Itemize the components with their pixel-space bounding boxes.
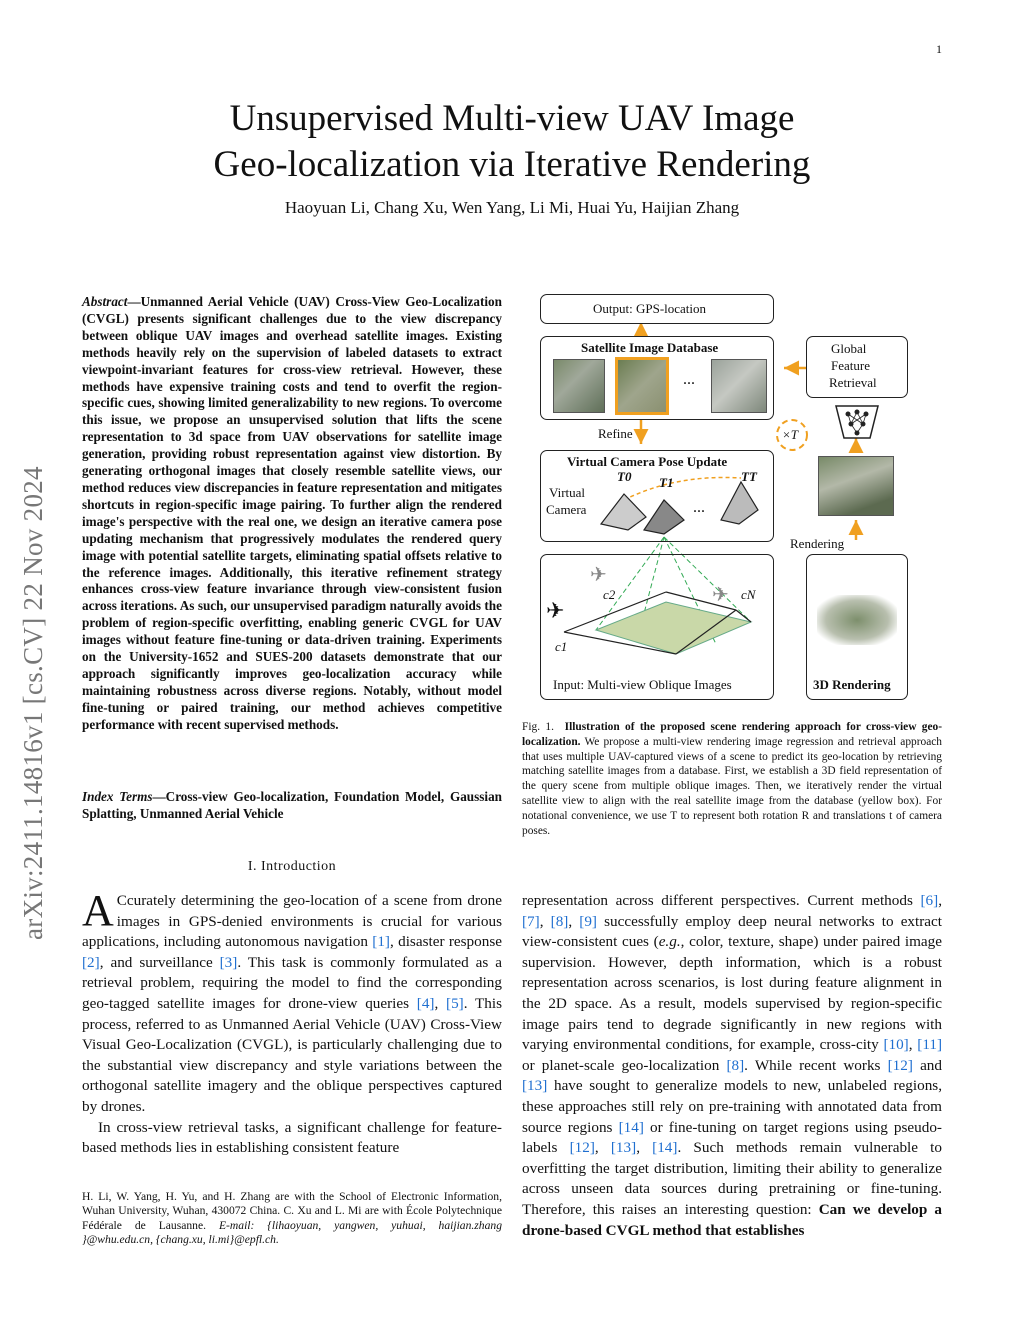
- figure-caption: [522, 720, 942, 838]
- citation-link[interactable]: [8]: [726, 1056, 745, 1074]
- citation-link[interactable]: [9]: [579, 912, 597, 930]
- intro-column-2: [522, 891, 942, 1241]
- global-retrieval-box: [806, 336, 908, 398]
- drone-icon-c2: ✈: [590, 564, 607, 586]
- virtual-label-1: Virtual: [549, 485, 586, 500]
- footnote-email: E-mail: {lihaoyuan, yangwen, yuhuai, haijian.zhang }@whu.edu.cn, {chang.xu, li.mi}@epfl.ch.: [82, 1218, 502, 1246]
- 3d-rendering-box: [806, 554, 908, 700]
- footnote: [82, 1190, 502, 1247]
- text-run: representation across different perspectives. Current methods: [522, 892, 921, 909]
- iteration-label: ×T: [782, 427, 799, 442]
- arxiv-stamp: arXiv:2411.14816v1 [cs.CV] 22 Nov 2024: [18, 466, 48, 940]
- network-icon: [834, 404, 880, 440]
- text-run: . This task is commonly formulated as a retrieval problem, requiring the model to find the corresponding geo-tagged satellite images for drone-view queries: [82, 953, 502, 1012]
- section-heading: I. Introduction: [247, 859, 337, 874]
- citation-link[interactable]: [12]: [887, 1056, 913, 1074]
- citation-link[interactable]: [1]: [372, 933, 390, 951]
- caption-text: We propose a multi-view rendering image regression and retrieval approach that uses multiple UAV-captured views of a scene to predict its geo-location by retrieving matching satellite images from a database. First, we establish a 3D field representation of the query scene from multiple oblique images. Then, we iteratively render the virtual satellite view to align with the real satellite image from the database (yellow box). For notational convenience, we use T to represent both rotation R and translations t of camera poses.: [522, 735, 942, 837]
- 3d-rendering-label: 3D Rendering: [813, 677, 891, 692]
- text-run: and: [912, 1056, 942, 1074]
- citation-link[interactable]: [8]: [550, 912, 569, 930]
- text-run: , disaster response: [389, 933, 502, 951]
- citation-link[interactable]: [2]: [82, 953, 100, 971]
- drone-icon-c1: ✈: [546, 598, 565, 623]
- intro-paragraph-2: In cross-view retrieval tasks, a significant challenge for feature-based methods lies in establishing consistent feature: [82, 1118, 502, 1157]
- citation-link[interactable]: [10]: [883, 1036, 909, 1054]
- drone-label-cN: cN: [741, 587, 756, 602]
- title-line-1: Unsupervised Multi-view UAV Image: [229, 98, 795, 139]
- pose-update-label: Virtual Camera Pose Update: [567, 454, 728, 469]
- citation-link[interactable]: [14]: [618, 1118, 644, 1136]
- drone-label-c2: c2: [603, 587, 616, 602]
- abstract-text: —Unmanned Aerial Vehicle (UAV) Cross-View Geo-Localization (CVGL) presents significant challenges due to the view discrepancy between oblique UAV images and overhead satellite images. Existing methods heavily rely on the supervision of labeled datasets to extract viewpoint-invariant features for cross-view retrieval. However, these methods have expensive training costs and tend to overfit the region-specific cues, showing limited generalizability to new regions. To overcome this issue, we propose an unsupervised solution that lifts the scene representation to 3d space from UAV observations for satellite image generation, providing robust representation against view distortion. By generating orthogonal images that closely resemble satellite views, our method reduces view discrepancies in feature representation and mitigates shortcuts in region-specific image pairing. To further align the rendered image's perspective with the real one, we design an iterative camera pose updating mechanism that progressively modulates the rendered query image with potential satellite targets, eliminating spatial offsets relative to the reference images. Additionally, this iterative refinement strategy enhances cross-view feature invariance through view-consistent fusion across iterations. As such, our unsupervised paradigm naturally avoids the problem of region-specific overfitting, enabling generic CVGL for UAV images without feature fine-tuning or data-driven training. Experiments on the University-1652 and SUES-200 datasets demonstrate that our approach significantly improves geo-localization accuracy while maintaining robustness across diverse regions. Notably, without model fine-tuning or paired training, our method achieves competitive performance with recent supervised methods.: [82, 294, 502, 732]
- text-run: , color, texture, shape) under paired image supervision. However, depth information, which is a robust representation across scenarios, is lost during feature alignment in the 2D space. As a result, models supervised by region-specific image pairs tend to degrade significantly in new regions with varying environmental conditions, for example, cross-city: [522, 933, 942, 1054]
- text-run-bold: Can we develop a drone-based CVGL method that establishes: [522, 1200, 943, 1239]
- pose-tT: TT: [741, 469, 757, 484]
- caption-label: Fig. 1.: [522, 721, 554, 733]
- pose-ellipsis: ...: [693, 499, 705, 516]
- text-run: . While recent works: [744, 1056, 888, 1074]
- text-run: Ccurately determining the geo-location of a scene from drone images in GPS-denied environments is crucial for various applications, including autonomous navigation: [82, 892, 502, 951]
- paper-title: [80, 96, 944, 188]
- citation-link[interactable]: [3]: [219, 953, 238, 971]
- text-run: ,: [636, 1139, 653, 1157]
- text-run: successfully employ deep neural networks to extract view-consistent cues (: [522, 912, 943, 951]
- refine-label: Refine: [598, 426, 633, 441]
- input-label: Input: Multi-view Oblique Images: [553, 677, 732, 692]
- citation-link[interactable]: [12]: [569, 1139, 595, 1157]
- citation-link[interactable]: [6]: [920, 892, 939, 909]
- virtual-label-2: Camera: [546, 502, 587, 517]
- text-run: ,: [938, 892, 942, 909]
- rendered-satellite-view: [818, 456, 894, 516]
- citation-link[interactable]: [13]: [610, 1139, 637, 1157]
- abstract: [82, 294, 502, 734]
- satellite-thumb-1: [553, 359, 605, 413]
- output-box: [540, 294, 774, 324]
- citation-link[interactable]: [13]: [522, 1077, 548, 1095]
- rendering-label: Rendering: [790, 536, 845, 551]
- 3d-render-thumb: [817, 595, 897, 645]
- pose-update-box: [540, 450, 774, 542]
- global-label-3: Retrieval: [829, 375, 877, 390]
- text-run: ,: [908, 1036, 918, 1054]
- citation-link[interactable]: [14]: [652, 1139, 678, 1157]
- satellite-thumb-3: [711, 359, 767, 413]
- global-label-2: Feature: [831, 358, 870, 373]
- text-run: or planet-scale geo-localization: [522, 1056, 727, 1074]
- satellite-database-label: Satellite Image Database: [581, 340, 719, 355]
- title-line-2: Geo-localization via Iterative Rendering: [213, 144, 811, 185]
- authors: Haoyuan Li, Chang Xu, Wen Yang, Li Mi, Huai Yu, Haijian Zhang: [284, 198, 740, 217]
- text-run: e.g.: [658, 933, 681, 951]
- intro-column-1: [82, 886, 502, 1159]
- footnote-text: H. Li, W. Yang, H. Yu, and H. Zhang are with the School of Electronic Information, Wuhan University, Wuhan, 430072 China. C. Xu and L. Mi are with École Polytechnique Fédérale de Lausanne.: [82, 1190, 502, 1232]
- text-run: or fine-tuning on target regions using pseudo-labels: [522, 1118, 942, 1157]
- intro-paragraph-1: [82, 886, 502, 1118]
- ellipsis: ...: [683, 371, 695, 388]
- satellite-thumb-selected: [615, 357, 669, 415]
- text-run: ,: [539, 912, 551, 930]
- input-images-box: [540, 554, 774, 700]
- page-number: 1: [936, 42, 942, 56]
- text-run: ,: [434, 994, 447, 1012]
- index-text: —Cross-view Geo-localization, Foundation Model, Gaussian Splatting, Unmanned Aerial Vehicle: [82, 789, 502, 821]
- text-run: have sought to generalize models to new, unlabeled regions, these approaches still rely on pre-training with annotated data from source regions: [522, 1077, 942, 1136]
- text-run: , and surveillance: [99, 953, 220, 971]
- global-label-1: Global: [831, 341, 867, 356]
- drone-icon-cN: ✈: [712, 584, 729, 606]
- citation-link[interactable]: [5]: [446, 994, 464, 1012]
- text-run: . This process, referred to as Unmanned Aerial Vehicle (UAV) Cross-View Visual Geo-Localization (CVGL), is particularly challenging due to the substantial view discrepancy and style variations between the orthogonal satellite imagery and the oblique perspectives captured by drones.: [82, 994, 502, 1115]
- citation-link[interactable]: [7]: [522, 912, 540, 930]
- citation-link[interactable]: [4]: [416, 994, 435, 1012]
- index-terms: [82, 789, 502, 823]
- index-label: Index Terms: [82, 789, 153, 804]
- pose-t1: T1: [659, 475, 674, 490]
- text-run: ,: [594, 1139, 611, 1157]
- abstract-label: Abstract: [82, 294, 128, 309]
- drop-cap: A: [82, 886, 114, 935]
- text-run: ,: [568, 912, 580, 930]
- figure-1: [536, 292, 926, 702]
- pose-t0: T0: [617, 469, 632, 484]
- caption-bold: Illustration of the proposed scene rendering approach for cross-view geo-localization.: [522, 721, 943, 748]
- satellite-database-box: [540, 336, 774, 420]
- text-run: . Such methods remain vulnerable to overfitting the target distribution, limiting their ability to generalize across unseen data sources during pretraining or fine-tuning. Therefore, this raises an interesting question:: [522, 1139, 943, 1218]
- citation-link[interactable]: [11]: [917, 1036, 943, 1054]
- drone-label-c1: c1: [555, 639, 568, 654]
- output-label: Output: GPS-location: [593, 301, 707, 316]
